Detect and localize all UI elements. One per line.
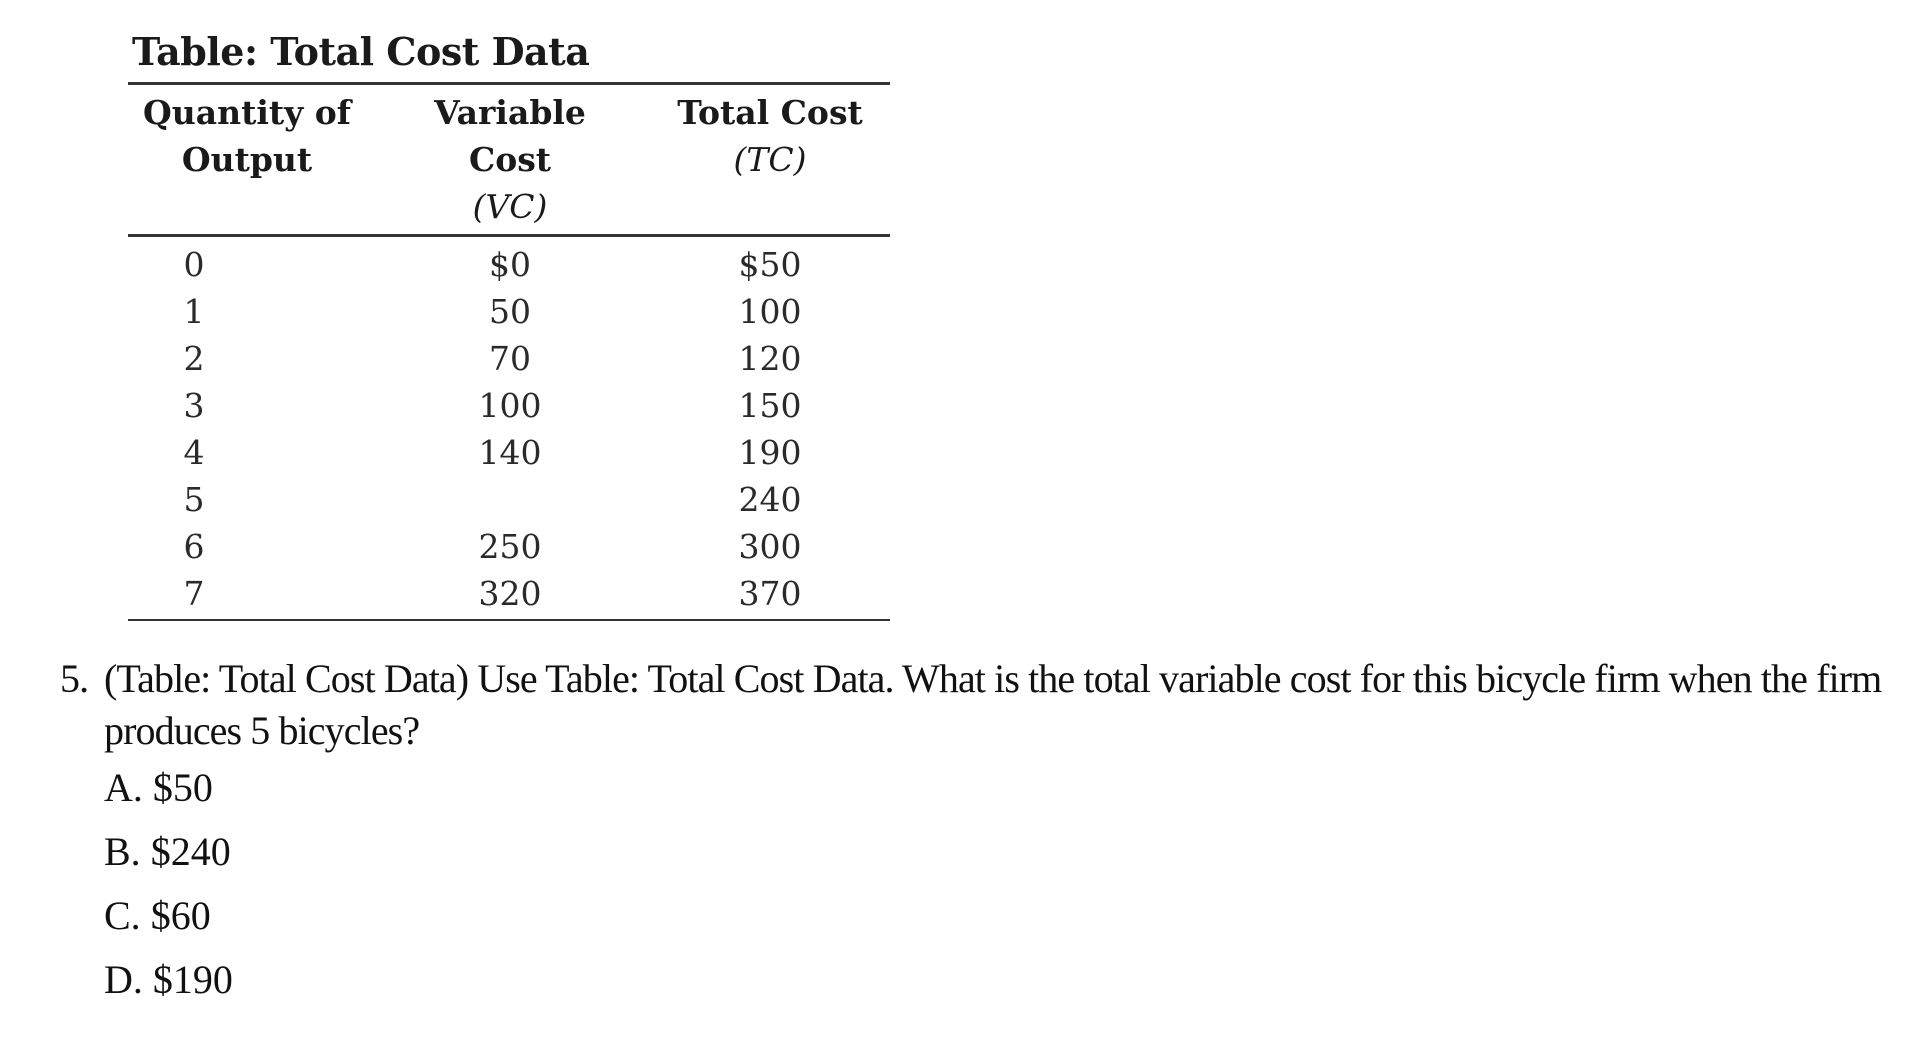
table-row xyxy=(128,382,890,429)
total-cost-cell: 190 xyxy=(738,433,802,472)
total-cost-cell: 300 xyxy=(738,527,802,566)
variable-cost-cell: 320 xyxy=(478,574,542,613)
option-d[interactable] xyxy=(104,954,233,1018)
option-text: $190 xyxy=(152,957,233,1002)
total-cost-cell: 150 xyxy=(738,386,802,425)
quantity-cell: 7 xyxy=(183,574,205,613)
table-row xyxy=(128,335,890,382)
quantity-cell: 0 xyxy=(183,245,205,284)
table-row xyxy=(128,288,890,335)
option-b[interactable] xyxy=(104,826,233,890)
total-cost-cell: $50 xyxy=(738,245,802,284)
option-letter: C. xyxy=(104,893,141,938)
table-row xyxy=(128,429,890,476)
table-row xyxy=(128,570,890,620)
variable-cost-cell-blank xyxy=(390,476,640,523)
question-text: (Table: Total Cost Data) Use Table: Total Cost Data. What is the total variable cost for this bicycle firm when the firm produces 5 bicycles? xyxy=(104,656,1882,753)
option-c[interactable] xyxy=(104,890,233,954)
table-row xyxy=(128,523,890,570)
table-row xyxy=(128,476,890,523)
option-text: $240 xyxy=(150,829,231,874)
quantity-cell: 5 xyxy=(183,480,205,519)
option-text: $50 xyxy=(152,765,213,810)
total-cost-cell: 120 xyxy=(738,339,802,378)
variable-cost-cell: 140 xyxy=(478,433,542,472)
header-total-cost: Total Cost (TC) xyxy=(640,84,890,236)
quantity-cell: 6 xyxy=(183,527,205,566)
option-letter: D. xyxy=(104,957,143,1002)
total-cost-table xyxy=(128,82,890,621)
table-header-row xyxy=(128,84,890,236)
option-letter: A. xyxy=(104,765,143,810)
question xyxy=(60,653,1920,757)
total-cost-cell: 240 xyxy=(738,480,802,519)
option-letter: B. xyxy=(104,829,141,874)
question-stem xyxy=(60,653,1920,757)
option-a[interactable] xyxy=(104,762,233,826)
quantity-cell: 4 xyxy=(183,433,205,472)
option-text: $60 xyxy=(150,893,211,938)
variable-cost-cell: 70 xyxy=(489,339,531,378)
variable-cost-cell: 100 xyxy=(478,386,542,425)
variable-cost-cell: $0 xyxy=(489,245,531,284)
total-cost-table-block xyxy=(128,26,890,621)
answer-options xyxy=(104,762,233,1018)
quantity-cell: 3 xyxy=(183,386,205,425)
variable-cost-cell: 50 xyxy=(489,292,531,331)
header-variable-cost: Variable Cost (VC) xyxy=(390,84,640,236)
total-cost-cell: 370 xyxy=(738,574,802,613)
variable-cost-cell: 250 xyxy=(478,527,542,566)
table-row xyxy=(128,236,890,289)
total-cost-cell: 100 xyxy=(738,292,802,331)
question-number: 5. xyxy=(60,656,89,701)
header-quantity-of-output: Quantity of Output xyxy=(128,84,390,236)
table-title: Table: Total Cost Data xyxy=(132,29,590,74)
quantity-cell: 2 xyxy=(183,339,205,378)
quantity-cell: 1 xyxy=(183,292,205,331)
